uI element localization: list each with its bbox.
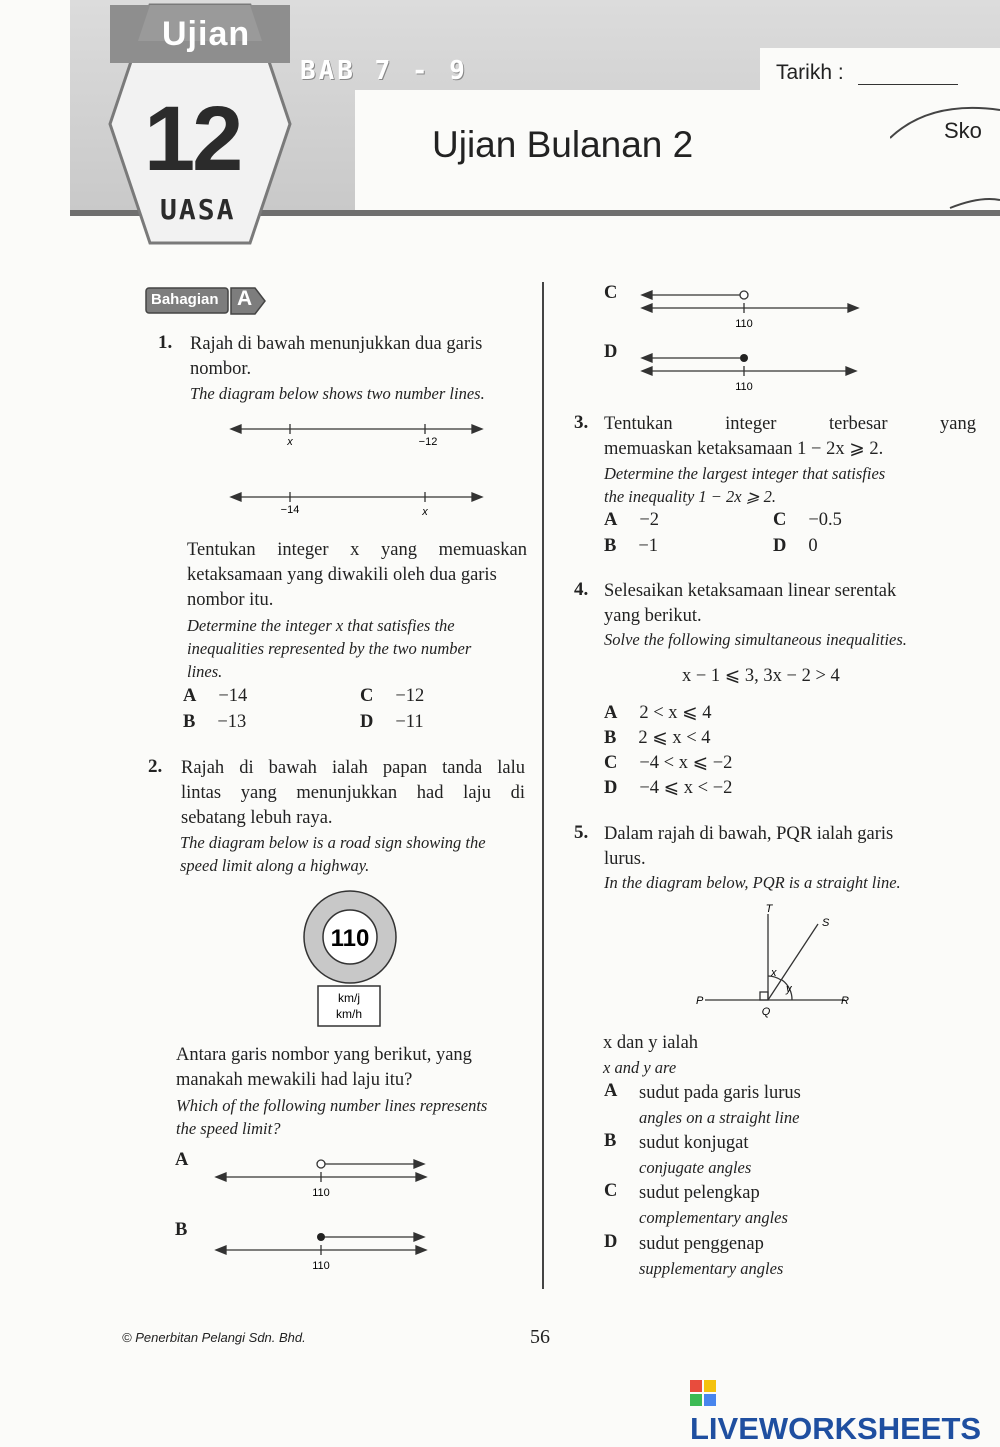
q5-text-ms-line: lurus.: [604, 849, 646, 869]
q5-label-s: S: [822, 917, 830, 929]
q1-ask-ms-line: nombor itu.: [187, 590, 274, 610]
q1-option-d[interactable]: [360, 712, 424, 733]
q2-text-en-line: The diagram below is a road sign showing the: [180, 833, 486, 852]
section-label: Bahagian: [151, 291, 219, 308]
q5-label-x: x: [771, 967, 777, 979]
q4-text-ms: [604, 579, 984, 629]
option-letter: D: [773, 536, 787, 556]
q2-option-c-letter[interactable]: C: [604, 283, 618, 303]
option-letter: A: [604, 703, 618, 723]
q1-option-b[interactable]: [183, 712, 246, 733]
option-letter: C: [604, 1181, 618, 1201]
date-label: Tarikh :: [776, 61, 844, 84]
option-text-en: angles on a straight line: [639, 1108, 800, 1127]
q1-line2-label: x: [422, 506, 428, 518]
q5-number: 5.: [574, 822, 589, 843]
sign-value: 110: [330, 925, 370, 952]
q5-label-p: P: [696, 995, 704, 1007]
option-letter: B: [183, 712, 196, 732]
q2-ask-en-line: the speed limit?: [176, 1119, 281, 1138]
option-text: −11: [395, 712, 424, 732]
q1-ask-ms-line: ketaksamaan yang diwakili oleh dua garis: [187, 565, 497, 585]
page-number: 56: [530, 1326, 550, 1348]
q3-option-c[interactable]: [773, 510, 842, 531]
q1-ask-ms: [187, 538, 527, 613]
test-number: 12: [144, 88, 241, 190]
page-title: Ujian Bulanan 2: [432, 124, 694, 165]
q2-number: 2.: [148, 756, 163, 777]
q5-text-ms-line: Dalam rajah di bawah, PQR ialah garis: [604, 824, 894, 844]
q4-option-a[interactable]: [604, 702, 712, 724]
sign-unit-en: km/h: [335, 1007, 363, 1021]
q3-option-a[interactable]: [604, 510, 659, 531]
option-text: −4 ⩽ x < −2: [639, 778, 733, 798]
q1-text-ms: [190, 332, 530, 382]
q2-option-d-label: 110: [735, 381, 753, 393]
option-text-ms: sudut penggenap: [639, 1234, 764, 1254]
q2-option-b-line[interactable]: [210, 1228, 435, 1276]
test-badge: [100, 3, 295, 245]
q5-label-y: y: [786, 983, 792, 995]
q5-label-q: Q: [761, 1006, 771, 1018]
badge-bottom-label: UASA: [160, 193, 236, 226]
option-letter: B: [604, 1131, 617, 1151]
publisher-credit: © Penerbitan Pelangi Sdn. Bhd.: [122, 1330, 306, 1345]
q4-number: 4.: [574, 579, 589, 600]
q5-angle-diagram: [690, 898, 860, 1020]
q2-option-d-letter[interactable]: D: [604, 342, 618, 362]
q1-number: 1.: [158, 332, 173, 353]
q3-text-en: [604, 462, 984, 508]
option-text: −14: [218, 686, 248, 706]
option-text-ms: sudut konjugat: [639, 1133, 749, 1153]
q2-text-ms: [181, 756, 525, 831]
option-letter: D: [604, 778, 618, 798]
q2-option-c-label: 110: [735, 318, 753, 330]
watermark-text: LIVEWORKSHEETS: [690, 1411, 982, 1446]
q2-text-ms-line: Rajah di bawah ialah papan tanda lalu: [181, 758, 525, 778]
q5-ask-en: x and y are: [603, 1058, 677, 1077]
option-text: 2 < x ⩽ 4: [639, 703, 712, 723]
q5-ask-ms: x dan y ialah: [603, 1033, 699, 1053]
option-text-ms: sudut pada garis lurus: [639, 1083, 801, 1103]
q4-text-ms-line: Selesaikan ketaksamaan linear serentak: [604, 581, 897, 601]
q5-label-t: T: [765, 903, 773, 915]
q5-text-ms: [604, 822, 970, 872]
option-letter: D: [604, 1232, 618, 1252]
option-letter: A: [183, 686, 197, 706]
q3-option-b[interactable]: [604, 536, 658, 557]
q1-text-ms-line: nombor.: [190, 359, 252, 379]
q5-label-r: R: [841, 995, 849, 1007]
option-text: −4 < x ⩽ −2: [639, 753, 733, 773]
q1-ask-en: [187, 614, 527, 683]
option-text: −1: [638, 536, 659, 556]
badge-top-label: Ujian: [162, 15, 251, 53]
q1-text-ms-line: Rajah di bawah menunjukkan dua garis: [190, 334, 483, 354]
option-text-en: supplementary angles: [639, 1259, 784, 1278]
liveworksheets-watermark[interactable]: [690, 1375, 1000, 1447]
q1-ask-en-line: lines.: [187, 662, 223, 681]
q5-text-en: In the diagram below, PQR is a straight line.: [604, 873, 901, 892]
liveworksheets-logo-icon: [690, 1380, 716, 1406]
option-text: −12: [395, 686, 425, 706]
option-letter: B: [604, 536, 617, 556]
q1-text-en: The diagram below shows two number lines.: [190, 384, 485, 403]
q2-text-ms-line: sebatang lebuh raya.: [181, 808, 333, 828]
q1-number-lines: [225, 415, 490, 525]
q1-line1-label: x: [287, 436, 293, 448]
section-badge: [145, 286, 267, 321]
date-field[interactable]: [858, 84, 958, 85]
option-text-ms: sudut pelengkap: [639, 1183, 760, 1203]
q2-ask-ms-line: manakah mewakili had laju itu?: [176, 1070, 413, 1090]
score-shape: [890, 100, 1000, 210]
q2-option-a-label: 110: [312, 1187, 330, 1199]
option-letter: A: [604, 1081, 618, 1101]
q4-option-b[interactable]: [604, 727, 711, 749]
q3-text-ms-line: Tentukan integer terbesar yang: [604, 414, 976, 434]
option-text: 0: [808, 536, 818, 556]
option-text: −0.5: [808, 510, 842, 530]
q5-option-c[interactable]: [604, 1181, 788, 1227]
q2-text-ms-line: lintas yang menunjukkan had laju di: [181, 783, 525, 803]
q2-option-d-line[interactable]: [636, 348, 866, 396]
q3-text-ms: [604, 412, 976, 462]
q4-option-d[interactable]: [604, 777, 732, 799]
option-letter: D: [360, 712, 374, 732]
option-letter: C: [604, 753, 618, 773]
q5-option-a[interactable]: [604, 1081, 801, 1127]
column-divider: [542, 282, 544, 1289]
option-letter: C: [773, 510, 787, 530]
q1-option-c[interactable]: [360, 686, 424, 707]
q4-text-en: Solve the following simultaneous inequalities.: [604, 630, 907, 649]
q3-text-ms-line: memuaskan ketaksamaan 1 − 2x ⩾ 2.: [604, 439, 884, 459]
q4-option-c[interactable]: [604, 752, 732, 774]
option-letter: C: [360, 686, 374, 706]
q5-option-d[interactable]: [604, 1232, 784, 1278]
score-label: Sko: [944, 118, 982, 143]
speed-sign: [302, 890, 402, 1030]
chapter-label: BAB 7 - 9: [300, 56, 468, 86]
q2-text-en: [180, 831, 530, 877]
q1-line2-label: −14: [280, 504, 300, 516]
q2-text-en-line: speed limit along a highway.: [180, 856, 370, 875]
q2-option-b-label: 110: [312, 1260, 330, 1272]
option-text: 2 ⩽ x < 4: [638, 728, 711, 748]
q2-ask-en-line: Which of the following number lines represents: [176, 1096, 488, 1115]
option-text: −2: [639, 510, 660, 530]
q1-ask-en-line: Determine the integer x that satisfies the: [187, 616, 455, 635]
q3-number: 3.: [574, 412, 589, 433]
q2-option-c-line[interactable]: [636, 285, 866, 333]
q1-ask-en-line: inequalities represented by the two number: [187, 639, 472, 658]
q1-line1-label: −12: [418, 436, 438, 448]
option-letter: A: [604, 510, 618, 530]
option-text: −13: [217, 712, 247, 732]
option-text-en: conjugate angles: [639, 1158, 752, 1177]
q2-option-a-letter[interactable]: A: [175, 1150, 189, 1170]
option-letter: B: [604, 728, 617, 748]
sign-unit-ms: km/j: [338, 991, 360, 1005]
q4-text-ms-line: yang berikut.: [604, 606, 702, 626]
q3-text-en-line: Determine the largest integer that satisfies: [604, 464, 886, 483]
q5-option-b[interactable]: [604, 1131, 752, 1177]
q3-text-en-line: the inequality 1 − 2x ⩾ 2.: [604, 487, 777, 506]
q4-expression: x − 1 ⩽ 3, 3x − 2 > 4: [682, 666, 840, 686]
q2-option-a-line[interactable]: [210, 1155, 435, 1203]
q2-ask-en: [176, 1094, 536, 1140]
q2-ask-ms-line: Antara garis nombor yang berikut, yang: [176, 1045, 472, 1065]
q1-option-a[interactable]: [183, 686, 247, 707]
q2-option-b-letter[interactable]: B: [175, 1220, 188, 1240]
q3-option-d[interactable]: [773, 536, 818, 557]
section-letter: A: [237, 287, 253, 310]
option-text-en: complementary angles: [639, 1208, 788, 1227]
q1-ask-ms-line: Tentukan integer x yang memuaskan: [187, 540, 527, 560]
q2-ask-ms: [176, 1043, 526, 1093]
